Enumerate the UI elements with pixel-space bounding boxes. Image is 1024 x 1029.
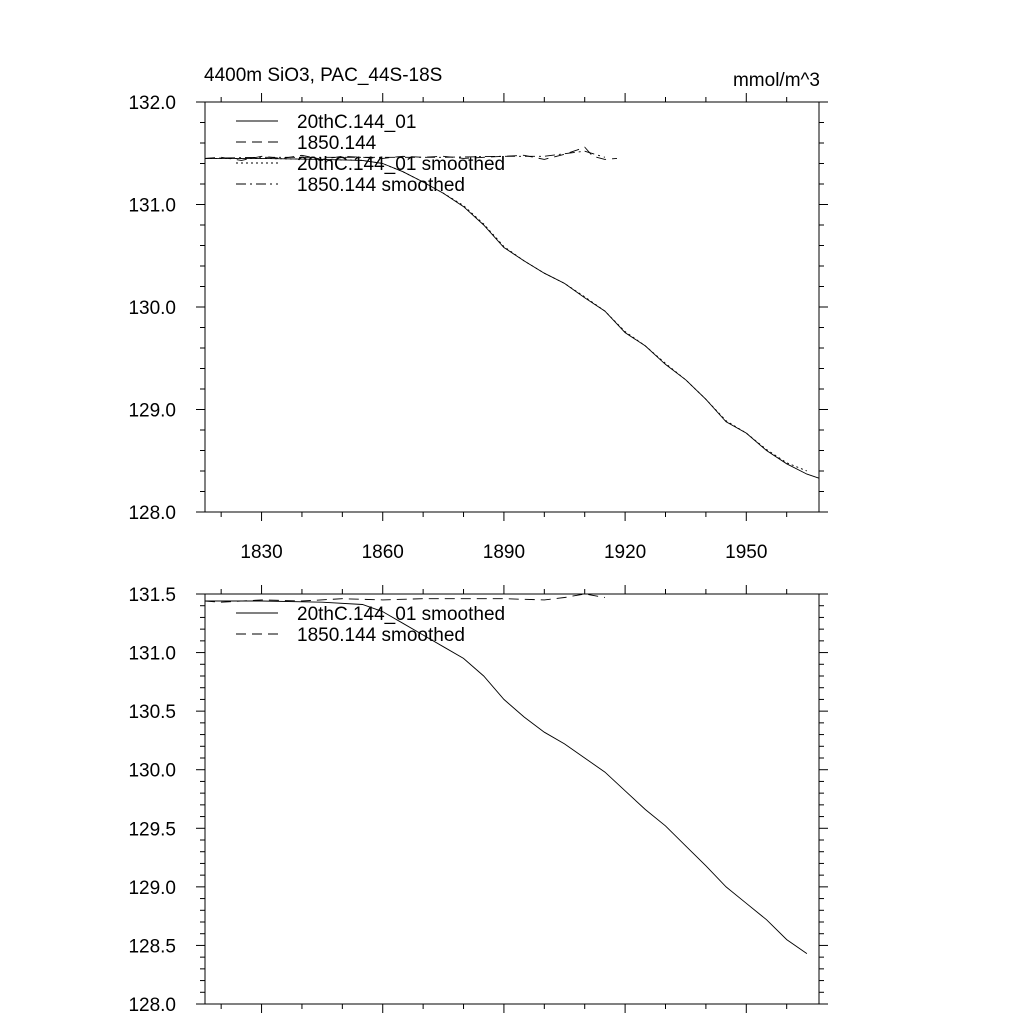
top-y-tick-label: 132.0 (128, 93, 176, 114)
top-series-line-1 (205, 158, 819, 478)
figure-title-left: 4400m SiO3, PAC_44S-18S (204, 65, 443, 86)
bottom-panel-lines (205, 594, 807, 954)
top-x-tick-label: 1950 (725, 542, 768, 563)
bottom-y-tick-label: 128.5 (128, 936, 176, 958)
top-x-tick-label: 1920 (603, 542, 647, 563)
top-panel (128, 93, 828, 563)
bottom-y-tick-label: 130.5 (128, 702, 176, 724)
bottom-panel-tick-labels (128, 585, 176, 1016)
top-y-tick-label: 128.0 (128, 503, 176, 524)
top-y-tick-label: 129.0 (128, 400, 176, 422)
bottom-y-tick-label: 129.0 (128, 877, 176, 899)
top-series-line-3 (205, 158, 807, 471)
bottom-panel (128, 585, 828, 1016)
bottom-y-tick-label: 130.0 (128, 760, 176, 782)
top-legend-label: 20thC.144_01 smoothed (297, 154, 506, 175)
figure-units-label: mmol/m^3 (732, 70, 820, 91)
top-legend-label: 1850.144 smoothed (297, 175, 465, 196)
bottom-y-tick-label: 129.5 (128, 819, 176, 841)
bottom-y-tick-label: 128.0 (128, 995, 176, 1016)
top-y-tick-label: 131.0 (128, 195, 176, 217)
bottom-panel-ticks (196, 585, 828, 1013)
bottom-y-tick-label: 131.5 (128, 585, 176, 606)
top-legend-label: 20thC.144_01 (297, 112, 417, 133)
bottom-series-line-1 (205, 601, 807, 954)
bottom-panel-legend (236, 604, 505, 646)
top-x-tick-label: 1860 (361, 542, 404, 563)
top-x-tick-label: 1890 (482, 542, 526, 563)
top-panel-lines (205, 147, 819, 478)
top-y-tick-label: 130.0 (128, 298, 176, 319)
bottom-y-tick-label: 131.0 (128, 643, 176, 665)
bottom-panel-frame (205, 594, 819, 1004)
bottom-legend-label: 1850.144 smoothed (297, 625, 465, 646)
top-panel-legend (236, 112, 505, 196)
top-x-tick-label: 1830 (240, 542, 283, 563)
bottom-legend-label: 20thC.144_01 smoothed (297, 604, 506, 625)
top-legend-label: 1850.144 (297, 133, 377, 154)
